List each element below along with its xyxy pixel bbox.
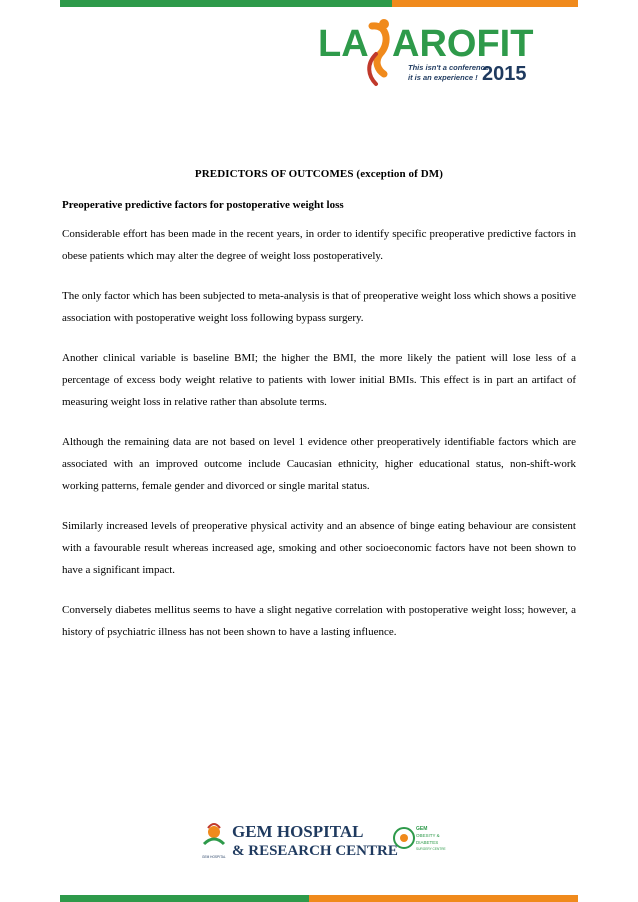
centre-line4: SURGERY CENTRE (416, 847, 446, 851)
paragraph: Similarly increased levels of preoperative physical activity and an absence of binge eating behaviour are consistent with a favourable result whereas increased age, smoking and other socioeconomic factors have not been shown to have a significant impact. (62, 520, 576, 576)
header-color-bar (60, 0, 578, 7)
footer-color-bar (60, 895, 578, 902)
paragraph: Considerable effort has been made in the recent years, in order to identify specific preoperative predictive factors in obese patients which may alter the degree of weight loss postoperatively. (62, 228, 576, 262)
centre-line2: OBESITY & (416, 833, 440, 838)
gem-emblem-icon (204, 824, 224, 844)
paragraph: Conversely diabetes mellitus seems to have a slight negative correlation with postoperative weight loss; however, a history of psychiatric illness has not been shown to have a lasting influence. (62, 604, 576, 638)
header-bar-orange (392, 0, 578, 7)
paragraph: The only factor which has been subjected to meta-analysis is that of preoperative weight loss which shows a positive association with postoperative weight loss following bypass surgery. (62, 290, 576, 324)
logo-text-arofit: AROFIT (392, 23, 534, 65)
hospital-name-line2: & RESEARCH CENTRE (232, 843, 398, 859)
emblem-caption: GEM HOSPITAL (202, 855, 226, 859)
hospital-name-line1: GEM HOSPITAL (232, 822, 364, 841)
header-bar-green (60, 0, 392, 7)
logo-tagline-2: it is an experience ! (408, 73, 478, 82)
centre-line1: GEM (416, 826, 428, 832)
paragraph: Another clinical variable is baseline BMI; the higher the BMI, the more likely the patient will lose less of a percentage of excess body weight relative to patients with lower initial BMIs. This effect is in part an artifact of measuring weight loss in relative rather than absolute terms. (62, 352, 576, 408)
footer-bar-orange (309, 895, 578, 902)
logo-year: 2015 (482, 63, 527, 85)
laparofit-logo (318, 14, 538, 96)
document-title: PREDICTORS OF OUTCOMES (exception of DM) (194, 168, 444, 180)
document-body (62, 168, 576, 643)
logo-tagline-1: This isn't a conference, (408, 63, 492, 72)
obesity-centre-icon (394, 828, 414, 848)
logo-text-la: LA (318, 23, 369, 65)
centre-line3: DIABETES (416, 840, 439, 845)
document-subtitle: Preoperative predictive factors for postoperative weight loss (62, 199, 344, 211)
logo-figure-icon (369, 19, 389, 84)
gem-hospital-logo (200, 818, 450, 862)
paragraph: Although the remaining data are not based on level 1 evidence other preoperatively identifiable factors which are associated with an improved outcome include Caucasian ethnicity, higher educational status, non-shift-work working patterns, female gender and divorced or single marital status. (62, 436, 576, 492)
footer-bar-green (60, 895, 309, 902)
